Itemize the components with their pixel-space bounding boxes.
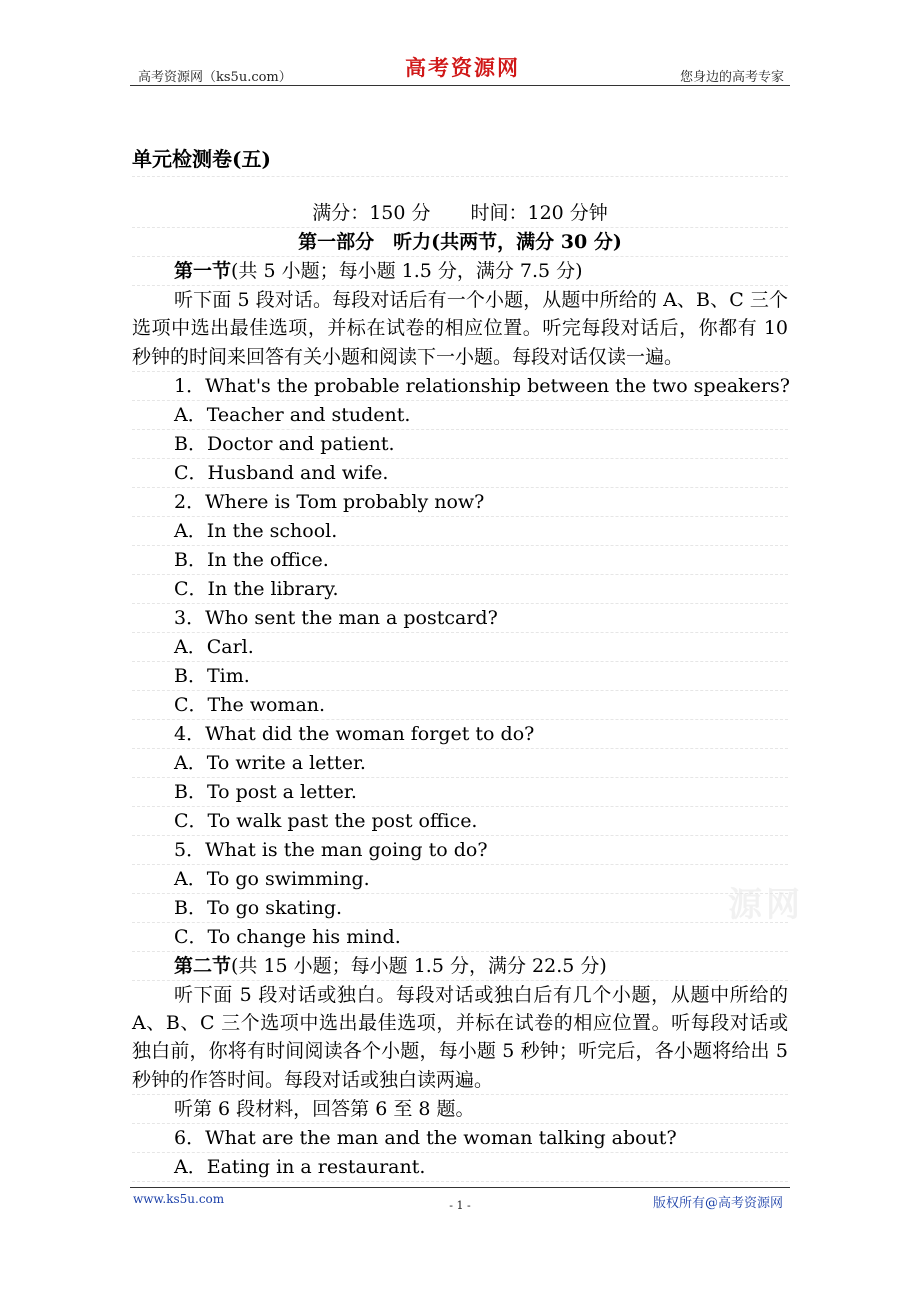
header-logo[interactable]: 高考资源网 xyxy=(405,55,520,80)
section1-instructions: 听下面 5 段对话。每段对话后有一个小题，从题中所给的 A、B、C 三个选项中选出最佳选项，并标在试卷的相应位置。听完每段对话后，你都有 10 秒钟的时间来回答有关小题和阅读下一小题。每段对话仅读一遍。 xyxy=(132,286,788,372)
q2-option-c: C．In the library. xyxy=(132,575,788,604)
section2-heading xyxy=(132,952,788,981)
header-site-name: 高考资源网（ks5u.com） xyxy=(138,70,292,85)
document-body xyxy=(132,142,788,1182)
header-divider xyxy=(130,85,790,86)
section2-instructions: 听下面 5 段对话或独白。每段对话或独白后有几个小题，从题中所给的 A、B、C 三个选项中选出最佳选项，并标在试卷的相应位置。听每段对话或独白前，你将有时间阅读各个小题，每小题 5 秒钟；听完后，各小题将给出 5 秒钟的作答时间。每段对话或独白读两遍。 xyxy=(132,981,788,1095)
header-slogan: 您身边的高考专家 xyxy=(679,70,784,85)
page-number: - 1 - xyxy=(449,1199,471,1212)
section2-label: 第二节 xyxy=(174,954,232,977)
q5-option-c: C．To change his mind. xyxy=(132,923,788,952)
question-5: 5．What is the man going to do? xyxy=(132,836,788,865)
question-4: 4．What did the woman forget to do? xyxy=(132,720,788,749)
q3-option-c: C．The woman. xyxy=(132,691,788,720)
footer-site-link[interactable]: www.ks5u.com xyxy=(133,1192,225,1206)
page-title: 单元检测卷(五) xyxy=(132,142,788,177)
question-6: 6．What are the man and the woman talking about? xyxy=(132,1124,788,1153)
q2-option-a: A．In the school. xyxy=(132,517,788,546)
q5-option-a: A．To go swimming. xyxy=(132,865,788,894)
section2-desc: (共 15 小题；每小题 1.5 分，满分 22.5 分) xyxy=(231,954,607,977)
q5-option-b: B．To go skating. xyxy=(132,894,788,923)
q3-option-b: B．Tim. xyxy=(132,662,788,691)
q3-option-a: A．Carl. xyxy=(132,633,788,662)
q4-option-a: A．To write a letter. xyxy=(132,749,788,778)
q4-option-c: C．To walk past the post office. xyxy=(132,807,788,836)
footer-divider xyxy=(130,1187,790,1188)
q2-option-b: B．In the office. xyxy=(132,546,788,575)
q4-option-b: B．To post a letter. xyxy=(132,778,788,807)
score-time-line xyxy=(132,199,788,228)
footer-copyright: 版权所有@高考资源网 xyxy=(652,1196,783,1211)
section1-heading xyxy=(132,257,788,286)
q6-option-a: A．Eating in a restaurant. xyxy=(132,1153,788,1182)
part1-title: 第一部分 听力(共两节，满分 30 分) xyxy=(132,228,788,257)
q1-option-b: B．Doctor and patient. xyxy=(132,430,788,459)
section1-label: 第一节 xyxy=(174,260,232,282)
question-3: 3．Who sent the man a postcard? xyxy=(132,604,788,633)
total-score: 满分：150 分 xyxy=(312,202,431,224)
q1-option-c: C．Husband and wife. xyxy=(132,459,788,488)
watermark-logo: 源网 xyxy=(728,885,804,925)
exam-time: 时间：120 分钟 xyxy=(470,202,608,224)
section1-desc: (共 5 小题；每小题 1.5 分，满分 7.5 分) xyxy=(231,260,583,282)
material-6-note: 听第 6 段材料，回答第 6 至 8 题。 xyxy=(132,1095,788,1124)
q1-option-a: A．Teacher and student. xyxy=(132,401,788,430)
question-2: 2．Where is Tom probably now? xyxy=(132,488,788,517)
question-1: 1．What's the probable relationship between the two speakers? xyxy=(132,372,788,401)
